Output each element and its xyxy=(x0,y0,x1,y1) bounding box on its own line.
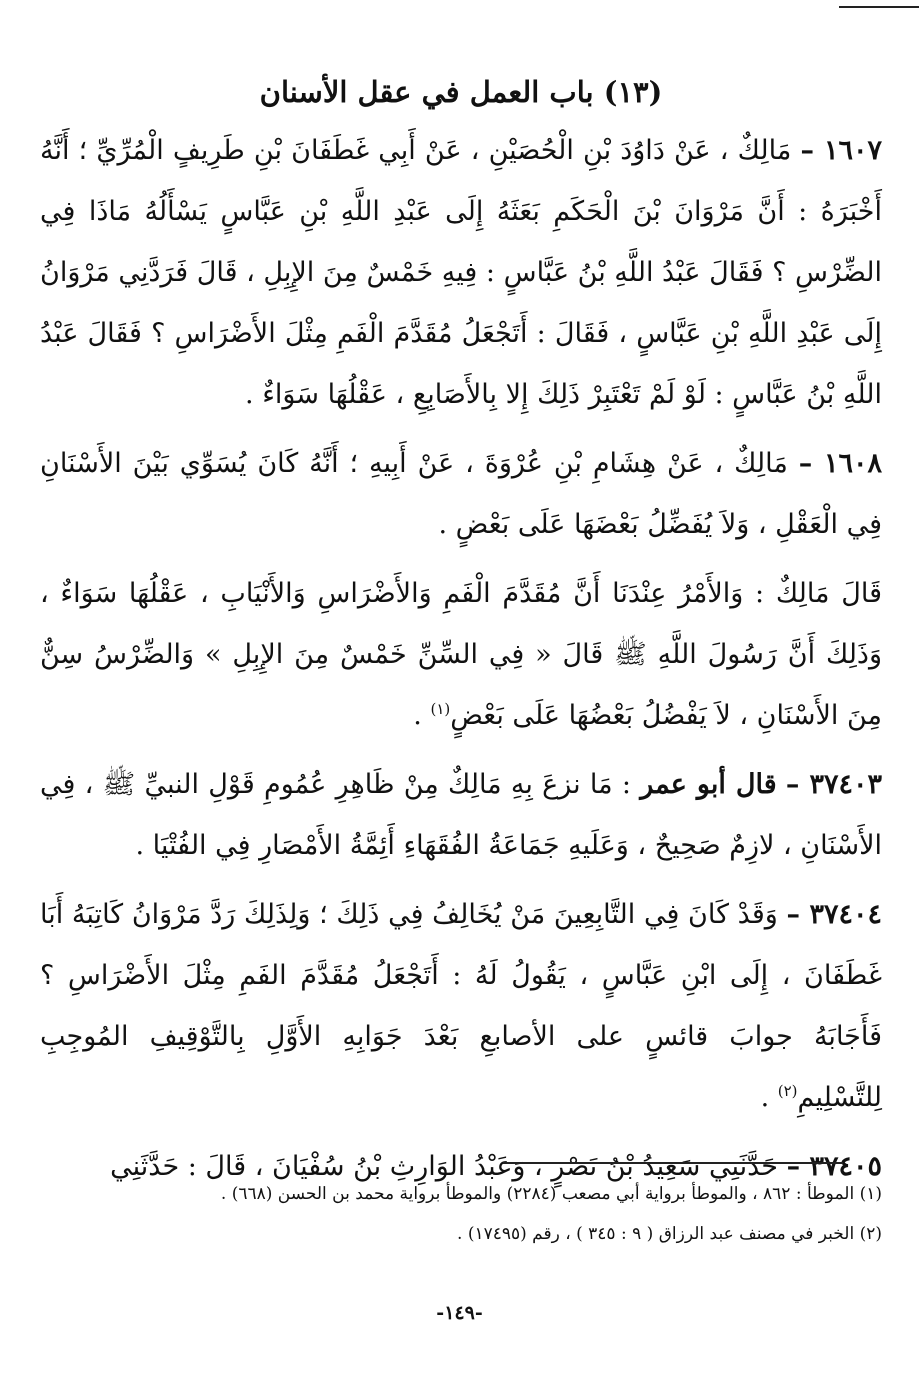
paragraph-malik-comment xyxy=(40,563,882,746)
paragraph-1608 xyxy=(40,433,882,555)
paragraph-1607 xyxy=(40,120,882,425)
footnote-1: (١) الموطأ : ٨٦٢ ، والموطأ برواية أبي مصعب (٢٢٨٤) والموطأ برواية محمد بن الحسن (٦٦٨) . xyxy=(220,1184,882,1204)
paragraph-tail: . xyxy=(760,1082,778,1113)
paragraph-37403 xyxy=(40,754,882,876)
page-body xyxy=(40,70,882,1197)
paragraph-number: ١٦٠٧ – xyxy=(800,135,882,166)
paragraph-text: مَالِكٌ ، عَنْ هِشَامِ بْنِ عُرْوَةَ ، عَنْ أَبِيهِ ؛ أَنَّهُ كَانَ يُسَوِّي بَيْنَ الأَسْنَانِ فِي الْعَقْلِ ، وَلاَ يُفَضِّلُ بَعْضَهَا عَلَى بَعْضٍ . xyxy=(40,448,882,540)
page-number: -١٤٩- xyxy=(436,1302,483,1324)
paragraph-text: مَالِكٌ ، عَنْ دَاوُدَ بْنِ الْحُصَيْنِ ، عَنْ أَبِي غَطَفَانَ بْنِ طَرِيفٍ الْمُرِّيِّ ؛ أَنَّهُ أَخْبَرَهُ : أَنَّ مَرْوَانَ بْنَ الْحَكَمِ بَعَثَهُ إِلَى عَبْدِ اللَّهِ بْنِ عَبَّاسٍ يَسْأَلُهُ مَاذَا فِي الضِّرْسِ ؟ فَقَالَ عَبْدُ اللَّهِ بْنُ عَبَّاسٍ : فِيهِ خَمْسٌ مِنَ الإِبِلِ ، قَالَ فَرَدَّنِي مَرْوَانُ إِلَى عَبْدِ اللَّهِ بْنِ عَبَّاسٍ ، فَقَالَ : أَتَجْعَلُ مُقَدَّمَ الْفَمِ مِثْلَ الأَضْرَاسِ ؟ فَقَالَ عَبْدُ اللَّهِ بْنُ عَبَّاسٍ : لَوْ لَمْ تَعْتَبِرْ ذَلِكَ إِلا بِالأَصَابِعِ ، عَقْلُهَا سَوَاءٌ . xyxy=(40,135,882,410)
paragraph-37404 xyxy=(40,884,882,1128)
paragraph-text: : مَا نزعَ بِهِ مَالِكٌ مِنْ ظَاهِرِ عُمُومِ قَوْلِ النبيِّ ﷺ ، فِي الأَسْنَانِ ، لازِمٌ صَحِيحٌ ، وَعَلَيهِ جَمَاعَةُ الفُقَهَاءِ أَئِمَّةُ الأَمْصَارِ فِي الفُتْيَا . xyxy=(40,769,882,861)
paragraph-number: ٣٧٤٠٣ – xyxy=(785,769,882,800)
paragraph-text: وَقَدْ كَانَ فِي التَّابِعِينَ مَنْ يُخَالِفُ فِي ذَلِكَ ؛ وَلِذَلِكَ رَدَّ مَرْوَانُ كَاتِبَهُ أَبَا غَطَفَانَ ، إِلَى ابْنِ عَبَّاسٍ ، يَقُولُ لَهُ : أَتَجْعَلُ مُقَدَّمَ الفَمِ مِثْلَ الأَضْرَاسِ ؟ فَأَجَابَهُ جوابَ قائسٍ على الأصابعِ بَعْدَ جَوَابِهِ الأَوَّلِ بِالتَّوْقِيفِ المُوجِبِ لِلتَّسْلِيمِ xyxy=(40,899,882,1113)
paragraph-number: ٣٧٤٠٥ – xyxy=(786,1151,882,1182)
paragraph-text: قَالَ مَالِكٌ : وَالأَمْرُ عِنْدَنَا أَنَّ مُقَدَّمَ الْفَمِ وَالأَضْرَاسِ وَالأَنْيَابِ ، عَقْلُهَا سَوَاءٌ ، وَذَلِكَ أَنَّ رَسُولَ اللَّهِ ﷺ قَالَ « فِي السِّنِّ خَمْسٌ مِنَ الإِبِلِ » وَالضِّرْسُ سِنٌّ مِنَ الأَسْنَانِ ، لاَ يَفْضُلُ بَعْضُهَا عَلَى بَعْضٍ xyxy=(40,578,882,731)
paragraph-text: حَدَّثَنِي سَعِيدُ بْنُ نَصْرٍ ، وَعَبْدُ الوَارِثِ بْنُ سُفْيَانَ ، قَالَ : حَدَّثَنِي xyxy=(110,1151,778,1182)
footnote-ref-2[interactable]: (٢) xyxy=(777,1082,798,1100)
footnote-divider xyxy=(503,1162,843,1164)
footnote-ref-1[interactable]: (١) xyxy=(430,700,451,718)
paragraph-number: ١٦٠٨ – xyxy=(798,448,882,479)
top-edge-rule xyxy=(839,6,919,8)
footnotes xyxy=(40,1174,882,1254)
footnote-2: (٢) الخبر في مصنف عبد الرزاق ( ٩ : ٣٤٥ ) ، رقم (١٧٤٩٥) . xyxy=(457,1224,882,1244)
paragraph-tail: . xyxy=(413,700,431,731)
chapter-title: (١٣) باب العمل في عقل الأسنان xyxy=(259,75,663,109)
paragraph-number: ٣٧٤٠٤ – xyxy=(786,899,882,930)
speaker-label: قال أبو عمر xyxy=(640,769,777,800)
